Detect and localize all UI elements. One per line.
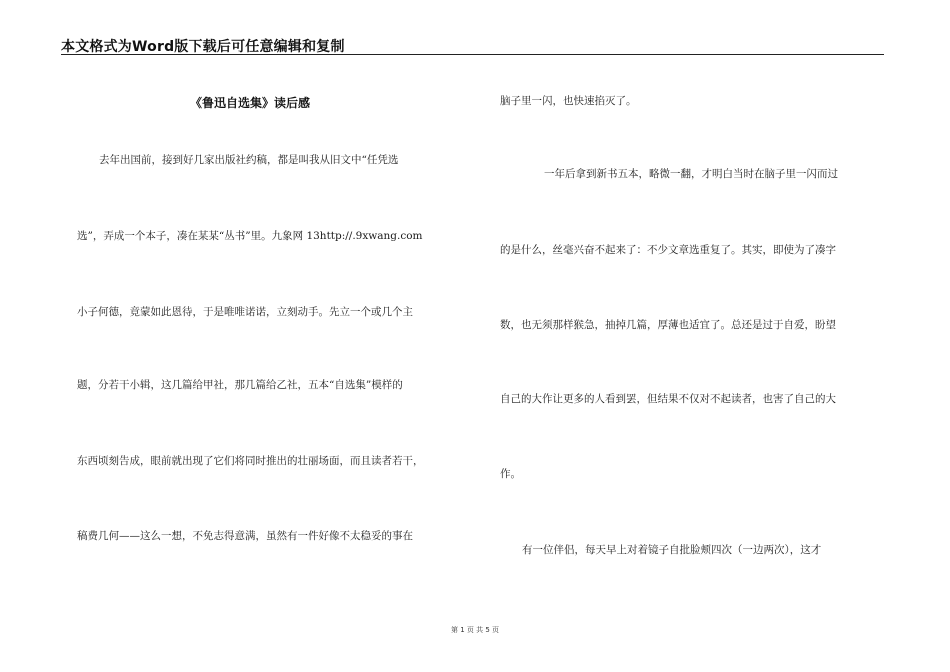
right-column-line: 自己的大作让更多的人看到罢，但结果不仅对不起读者，也害了自己的大: [500, 393, 836, 405]
essay-title: 《鲁迅自选集》读后感: [190, 96, 311, 110]
left-column-line: 题，分若干小辑，这几篇给甲社，那几篇给乙社，五本“自选集”模样的: [77, 379, 403, 391]
left-column-line: 东西顷刻告成，眼前就出现了它们将同时推出的壮丽场面，而且读者若干，: [77, 455, 424, 467]
right-column-line: 脑子里一闪，也快速掐灭了。: [500, 95, 637, 107]
document-header-title: 本文格式为Word版下载后可任意编辑和复制: [61, 39, 345, 55]
right-column-line: 作。: [500, 468, 521, 480]
left-column-line: 稿费几何——这么一想，不免志得意满，虽然有一件好像不太稳妥的事在: [77, 530, 413, 542]
right-column-line: 的是什么，丝毫兴奋不起来了：不少文章选重复了。其实，即使为了凑字: [500, 244, 836, 256]
left-column-line: 小子何德，竟蒙如此恩待，于是唯唯诺诺，立刻动手。先立一个或几个主: [77, 306, 413, 318]
left-column-line: 去年出国前，接到好几家出版社约稿，都是叫我从旧文中“任凭选: [99, 154, 399, 166]
right-column-line: 一年后拿到新书五本，略微一翻，才明白当时在脑子里一闪而过: [544, 168, 838, 180]
left-column-line: 选”，弄成一个本子，凑在某某“丛书”里。九象网 13http://.9xwang.com: [77, 230, 423, 242]
header-divider: [61, 54, 884, 55]
right-column-line: 数，也无须那样猴急，抽掉几篇，厚薄也适宜了。总还是过于自爱，盼望: [500, 319, 836, 331]
page-number-footer: 第 1 页 共 5 页: [450, 626, 500, 634]
right-column-line: 有一位伴侣，每天早上对着镜子自批脸颊四次（一边两次），这才: [522, 544, 822, 556]
